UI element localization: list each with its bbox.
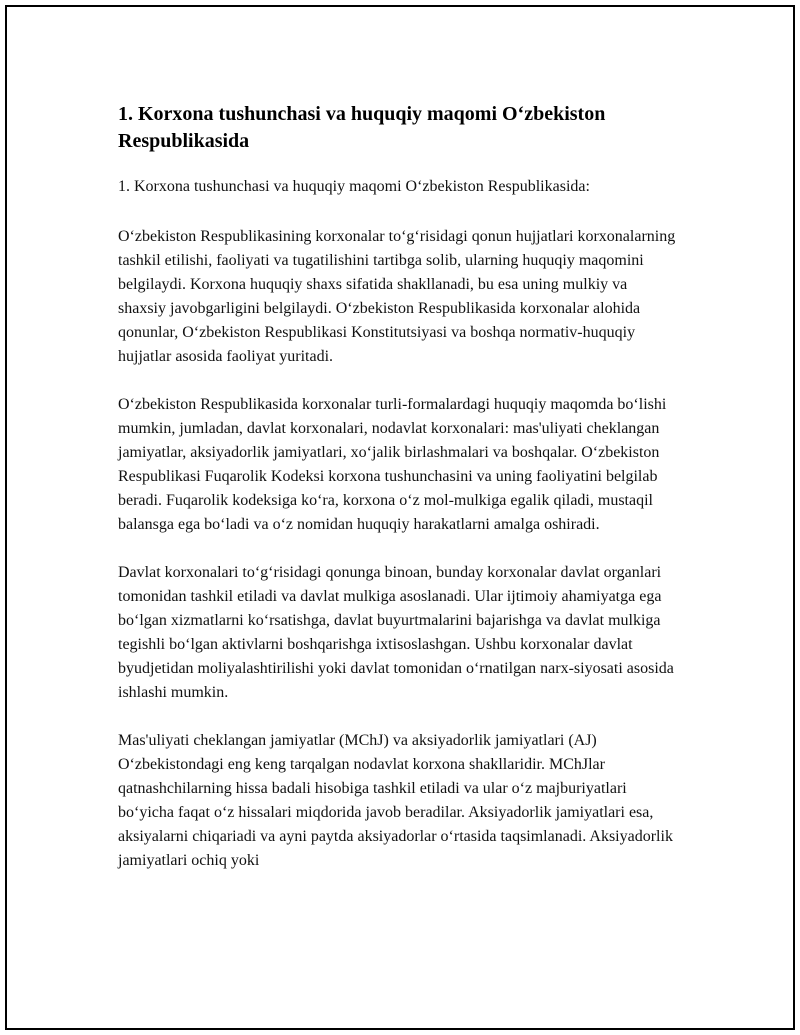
document-content (118, 101, 678, 873)
document-title: 1. Korxona tushunchasi va huquqiy maqomi O‘zbekiston Respublikasida (118, 103, 606, 152)
paragraph-2: O‘zbekiston Respublikasida korxonalar turli-formalardagi huquqiy maqomda bo‘lishi mumkin, jumladan, davlat korxonalari, nodavlat korxonalari: mas'uliyati cheklangan jamiyatlar, aksiyadorlik jamiyatlari, xo‘jalik birlashmalari va boshqalar. O‘zbekiston Respublikasi Fuqarolik Kodeksi korxona tushunchasini va uning faoliyatini belgilab beradi. Fuqarolik kodeksiga ko‘ra, korxona o‘z mol-mulkiga egalik qiladi, mustaqil balansga ega bo‘ladi va o‘z nomidan huquqiy harakatlarni amalga oshiradi. (118, 396, 667, 533)
document-subtitle: 1. Korxona tushunchasi va huquqiy maqomi O‘zbekiston Respublikasida: (118, 178, 590, 195)
page-frame (5, 5, 795, 1030)
paragraph-1: O‘zbekiston Respublikasining korxonalar to‘g‘risidagi qonun hujjatlari korxonalarning tashkil etilishi, faoliyati va tugatilishini tartibga solib, ularning huquqiy maqomini belgilaydi. Korxona huquqiy shaxs sifatida shakllanadi, bu esa uning mulkiy va shaxsiy javobgarligini belgilaydi. O‘zbekiston Respublikasida korxonalar alohida qonunlar, O‘zbekiston Respublikasi Konstitutsiyasi va boshqa normativ-huquqiy hujjatlar asosida faoliyat yuritadi. (118, 228, 676, 365)
paragraph-3: Davlat korxonalari to‘g‘risidagi qonunga binoan, bunday korxonalar davlat organlari tomonidan tashkil etiladi va davlat mulkiga asoslanadi. Ular ijtimoiy ahamiyatga ega bo‘lgan xizmatlarni ko‘rsatishga, davlat buyurtmalarini bajarishga va davlat mulkiga tegishli bo‘lgan aktivlarni boshqarishga ixtisoslashgan. Ushbu korxonalar davlat byudjetidan moliyalashtirilishi yoki davlat tomonidan o‘rnatilgan narx-siyosati asosida ishlashi mumkin. (118, 564, 674, 701)
paragraph-4: Mas'uliyati cheklangan jamiyatlar (MChJ) va aksiyadorlik jamiyatlari (AJ) O‘zbekistondagi eng keng tarqalgan nodavlat korxona shakllaridir. MChJlar qatnashchilarning hissa badali hisobiga tashkil etiladi va ular o‘z majburiyatlari bo‘yicha faqat o‘z hissalari miqdorida javob beradilar. Aksiyadorlik jamiyatlari esa, aksiyalarni chiqariadi va ayni paytda aksiyadorlar o‘rtasida taqsimlanadi. Aksiyadorlik jamiyatlari ochiq yoki (118, 732, 673, 869)
